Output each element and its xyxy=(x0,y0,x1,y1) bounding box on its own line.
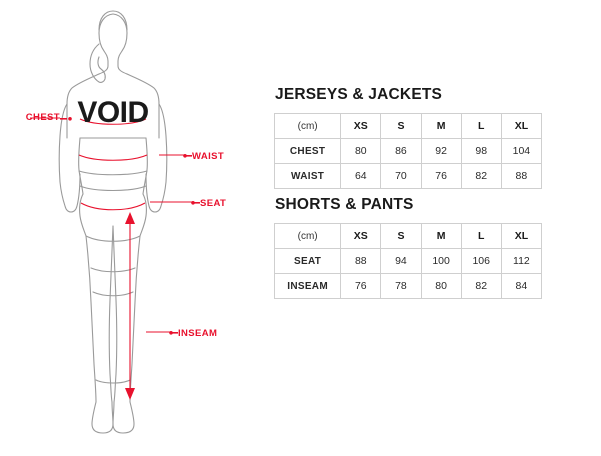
shorts-pants-title: SHORTS & PANTS xyxy=(275,196,414,213)
size-header-xl: XL xyxy=(501,114,541,139)
cell-waist-xs: 64 xyxy=(341,164,381,189)
cell-chest-xl: 104 xyxy=(501,139,541,164)
cell-chest-m: 92 xyxy=(421,139,461,164)
row-label-seat: SEAT xyxy=(275,249,341,274)
left-hip xyxy=(80,194,86,236)
knee-warmer-bottom xyxy=(93,292,133,296)
shorts-pants-table xyxy=(274,223,542,299)
size-guide-figure xyxy=(0,0,262,456)
jerseys-jackets-block xyxy=(274,86,542,189)
waistband-bottom xyxy=(80,186,146,191)
jersey-brand-text: VOID xyxy=(77,96,149,129)
size-header-xs: XS xyxy=(341,114,381,139)
inner-right-leg xyxy=(113,226,117,402)
knee-warmer-top xyxy=(91,268,135,272)
size-header-s: S xyxy=(381,114,421,139)
female-body-diagram xyxy=(0,0,262,456)
table-header-row xyxy=(275,114,542,139)
figure-label-chest: CHEST xyxy=(25,112,60,123)
size-header-xl: XL xyxy=(501,224,541,249)
figure-label-seat: SEAT xyxy=(200,198,227,209)
unit-header: (cm) xyxy=(275,114,341,139)
head-outline xyxy=(99,14,113,74)
left-foot xyxy=(92,402,113,433)
cell-seat-s: 94 xyxy=(381,249,421,274)
label-markers xyxy=(30,117,200,335)
size-header-l: L xyxy=(461,114,501,139)
size-tables xyxy=(274,0,601,456)
jerseys-jackets-title: JERSEYS & JACKETS xyxy=(275,86,443,103)
figure-label-waist: WAIST xyxy=(192,151,225,162)
row-label-chest: CHEST xyxy=(275,139,341,164)
size-header-l: L xyxy=(461,224,501,249)
left-leg-outer xyxy=(86,236,96,402)
size-header-s: S xyxy=(381,224,421,249)
cell-waist-s: 70 xyxy=(381,164,421,189)
inner-left-leg xyxy=(109,226,113,402)
row-label-waist: WAIST xyxy=(275,164,341,189)
size-header-xs: XS xyxy=(341,224,381,249)
cell-chest-l: 98 xyxy=(461,139,501,164)
table-row xyxy=(275,139,542,164)
cell-seat-m: 100 xyxy=(421,249,461,274)
unit-header: (cm) xyxy=(275,224,341,249)
cell-waist-m: 76 xyxy=(421,164,461,189)
jerseys-jackets-table xyxy=(274,113,542,189)
cell-chest-s: 86 xyxy=(381,139,421,164)
cell-seat-xs: 88 xyxy=(341,249,381,274)
row-label-inseam: INSEAM xyxy=(275,274,341,299)
sock-line xyxy=(96,380,130,383)
waistband-top xyxy=(79,171,147,175)
cell-inseam-m: 80 xyxy=(421,274,461,299)
cell-chest-xs: 80 xyxy=(341,139,381,164)
right-foot xyxy=(113,402,134,433)
table-header-row xyxy=(275,224,542,249)
cell-waist-xl: 88 xyxy=(501,164,541,189)
right-leg-outer xyxy=(130,236,140,402)
cell-inseam-xl: 84 xyxy=(501,274,541,299)
cell-inseam-s: 78 xyxy=(381,274,421,299)
figure-label-inseam: INSEAM xyxy=(178,328,218,339)
right-hip xyxy=(140,194,146,236)
size-header-m: M xyxy=(421,114,461,139)
cell-seat-xl: 112 xyxy=(501,249,541,274)
table-row xyxy=(275,164,542,189)
cell-seat-l: 106 xyxy=(461,249,501,274)
shorts-pants-block xyxy=(274,196,542,299)
cell-waist-l: 82 xyxy=(461,164,501,189)
waist-measure-line xyxy=(79,155,147,160)
seat-measure-line xyxy=(81,203,145,210)
cell-inseam-l: 82 xyxy=(461,274,501,299)
size-header-m: M xyxy=(421,224,461,249)
cell-inseam-xs: 76 xyxy=(341,274,381,299)
right-arm xyxy=(146,104,167,212)
table-row xyxy=(275,249,542,274)
table-row xyxy=(275,274,542,299)
